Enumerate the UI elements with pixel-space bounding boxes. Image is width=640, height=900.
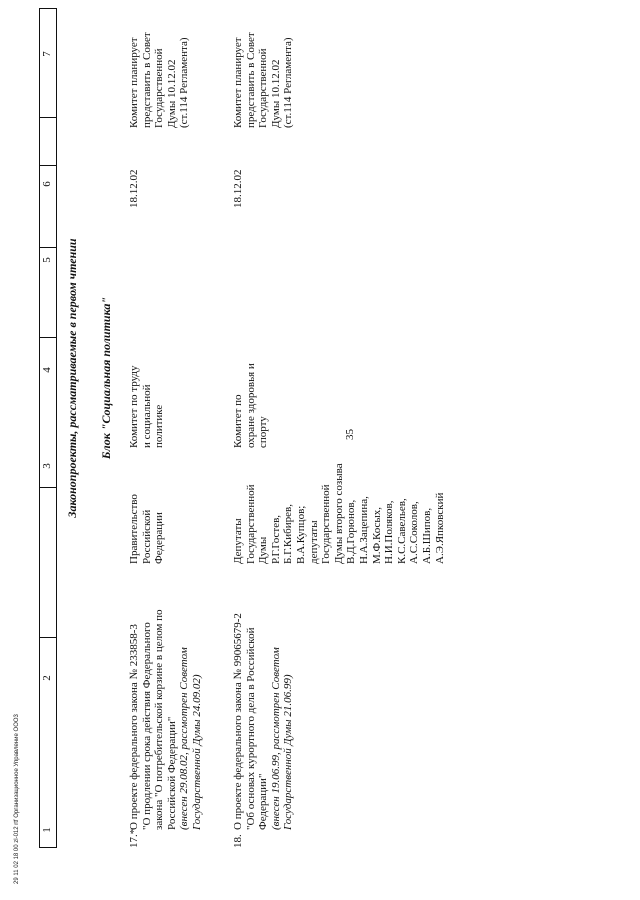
- bill-title-line: О проекте федерального закона № 99065679-2: [232, 613, 244, 830]
- remark-line: Государственной: [257, 48, 270, 128]
- initiator-line: Б.Г.Кибирев,: [282, 504, 295, 564]
- initiator-line: В.Д.Горюнов,: [345, 499, 358, 564]
- remark-line: Комитет планирует: [128, 37, 140, 128]
- bill-title-line: закона "О потребительской корзине в целом по: [153, 609, 166, 830]
- column-number-1: 1: [41, 827, 53, 833]
- remark-line: Государственной: [153, 48, 166, 128]
- remark-line: Думы 10.12.02: [269, 59, 282, 128]
- column-divider: [39, 637, 56, 638]
- column-number-4: 4: [41, 367, 53, 373]
- column-divider: [39, 847, 56, 848]
- committee-cell: [128, 365, 166, 448]
- agenda-table: [39, 8, 599, 848]
- column-header-row: [39, 8, 57, 848]
- bill-title-line: О проекте федерального закона № 233858-3: [128, 624, 140, 830]
- row-number: 17.*: [128, 828, 140, 848]
- bill-title-line: Федерации": [257, 773, 270, 830]
- column-number-3: 3: [41, 463, 53, 469]
- committee-line: Комитет по труду: [128, 365, 140, 448]
- bill-title-line: Российской Федерации": [165, 716, 178, 830]
- section-title: Законопроекты, рассматриваемые в первом чтении: [65, 238, 79, 518]
- committee-cell: [232, 363, 270, 448]
- initiator-line: Депутаты: [232, 518, 244, 564]
- footer-file-info: 29 11 02 18 00 zl-012 rtf Организационное Управление ООО3: [14, 714, 20, 884]
- initiator-line: К.С.Савельев,: [395, 498, 408, 564]
- remark-line: представить в Совет: [244, 32, 257, 128]
- committee-line: охране здоровья и: [244, 363, 257, 448]
- table-top-border: [39, 8, 40, 848]
- column-number-7: 7: [41, 51, 53, 57]
- block-title: Блок "Социальная политика": [99, 296, 113, 460]
- committee-line: Комитет по: [232, 394, 244, 448]
- remark-cell: [232, 32, 295, 128]
- remark-line: (ст.114 Регламента): [178, 37, 191, 128]
- bill-note-line: (внесен 19.06.99, рассмотрен Советом: [269, 647, 282, 830]
- row-number: 18.: [232, 834, 244, 848]
- column-divider: [39, 165, 56, 166]
- remark-line: представить в Совет: [140, 32, 153, 128]
- initiator-line: Российской: [140, 509, 153, 564]
- remark-line: Комитет планирует: [232, 37, 244, 128]
- bill-title-line: "О продлении срока действия Федерального: [140, 622, 153, 830]
- initiator-cell: [232, 463, 446, 564]
- bill-title-cell: [232, 613, 295, 830]
- remark-line: Думы 10.12.02: [165, 59, 178, 128]
- initiator-line: А.Б.Шипов,: [420, 507, 433, 564]
- column-divider: [39, 487, 56, 488]
- initiator-line: Думы второго созыва: [332, 463, 345, 564]
- remark-cell: [128, 32, 191, 128]
- initiator-line: Правительство: [128, 494, 140, 564]
- remark-line: (ст.114 Регламента): [282, 37, 295, 128]
- initiator-line: А.Э.Япковский: [433, 492, 446, 564]
- column-number-5: 5: [41, 257, 53, 263]
- date-cell: 18.12.02: [232, 169, 244, 208]
- initiator-line: М.Ф.Косых,: [370, 506, 383, 564]
- initiator-line: А.С.Соколов,: [408, 501, 421, 564]
- initiator-line: Государственной: [244, 484, 257, 564]
- column-number-2: 2: [41, 675, 53, 681]
- column-divider: [39, 8, 56, 9]
- initiator-line: Н.И.Поляков,: [383, 500, 396, 564]
- column-number-6: 6: [41, 181, 53, 187]
- bill-note-line: (внесен 29.08.02, рассмотрен Советом: [178, 647, 191, 830]
- initiator-line: Государственной: [320, 484, 333, 564]
- committee-line: спорту: [257, 416, 270, 448]
- column-divider: [39, 247, 56, 248]
- bill-title-line: "Об основах курортного дела в Российской: [244, 627, 257, 830]
- column-divider: [39, 337, 56, 338]
- bill-note-line: Государственной Думы 21.06.99): [282, 674, 295, 830]
- committee-line: и социальной: [140, 384, 153, 448]
- page-number: 35: [344, 429, 356, 440]
- bill-title-cell: [128, 609, 204, 830]
- initiator-line: Р.Г.Гостев,: [269, 514, 282, 564]
- date-cell: 18.12.02: [128, 169, 140, 208]
- bill-note-line: Государственной Думы 24.09.02): [190, 674, 203, 830]
- initiator-line: В.А.Купцов;: [294, 505, 307, 564]
- initiator-line: Федерации: [153, 512, 166, 564]
- column-divider: [39, 117, 56, 118]
- initiator-line: депутаты: [307, 520, 320, 564]
- initiator-cell: [128, 494, 166, 564]
- initiator-line: Н.А.Зацепина,: [357, 496, 370, 564]
- committee-line: политике: [153, 404, 166, 448]
- initiator-line: Думы: [257, 536, 270, 564]
